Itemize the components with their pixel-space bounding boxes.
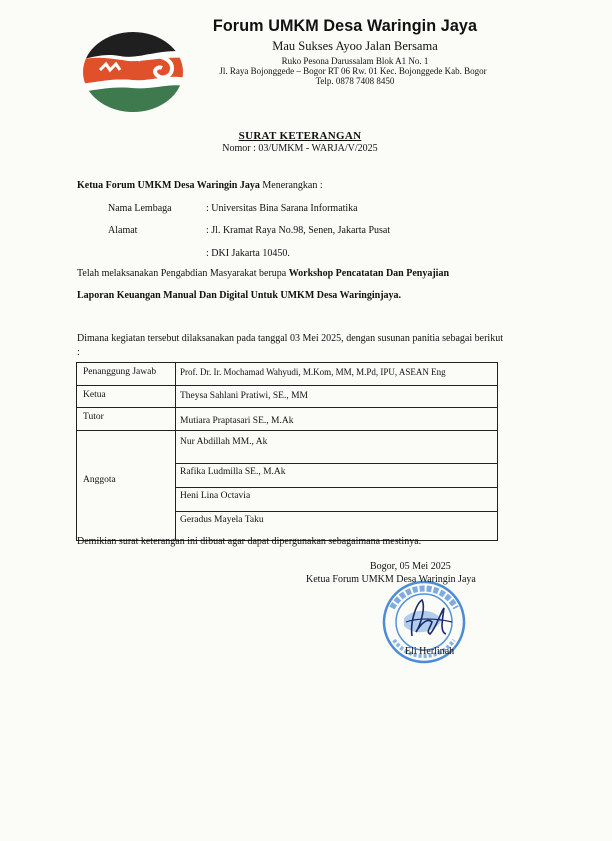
organization-phone: Telp. 0878 7408 8450 — [315, 76, 395, 86]
committee-name-ketua: Theysa Sahlani Pratiwi, SE., MM — [180, 391, 308, 401]
sign-role: Ketua Forum UMKM Desa Waringin Jaya — [306, 574, 476, 585]
committee-member: Geradus Mayela Taku — [180, 515, 264, 525]
table-row-divider — [175, 463, 497, 464]
table-row-divider — [175, 487, 497, 488]
activity-line-1 — [77, 268, 449, 279]
committee-table — [76, 362, 498, 541]
sign-place-date: Bogor, 05 Mei 2025 — [370, 561, 451, 572]
committee-intro: Dimana kegiatan tersebut dilaksanakan pada tanggal 03 Mei 2025, dengan susunan panitia sebagai berikut : — [77, 333, 503, 358]
table-row-divider — [175, 511, 497, 512]
activity-bold-1: Workshop Pencatatan Dan Penyajian — [288, 268, 450, 279]
organization-name: Forum UMKM Desa Waringin Jaya — [212, 16, 478, 35]
organization-motto: Mau Sukses Ayoo Jalan Bersama — [272, 39, 438, 53]
detail-label-address: Alamat — [108, 225, 138, 236]
committee-role-anggota: Anggota — [83, 475, 116, 485]
opening-rest: Menerangkan : — [259, 180, 323, 191]
activity-plain: Telah melaksanakan Pengabdian Masyarakat berupa — [77, 268, 289, 279]
opening-bold: Ketua Forum UMKM Desa Waringin Jaya — [77, 180, 260, 191]
letter-title: SURAT KETERANGAN — [238, 130, 362, 142]
detail-value-address: : Jl. Kramat Raya No.98, Senen, Jakarta Pusat — [206, 225, 391, 236]
closing-statement: Demikian surat keterangan ini dibuat agar dapat dipergunakan sebagaimana mestinya. — [77, 536, 422, 547]
table-column-divider — [175, 363, 176, 540]
detail-label-institution: Nama Lembaga — [108, 203, 172, 214]
opening-statement — [77, 180, 323, 191]
table-row-divider — [77, 385, 497, 386]
table-row-divider — [77, 407, 497, 408]
committee-name-penanggung-jawab: Prof. Dr. Ir. Mochamad Wahyudi, M.Kom, MM, M.Pd, IPU, ASEAN Eng — [180, 367, 446, 377]
letter-number: Nomor : 03/UMKM - WARJA/V/2025 — [222, 143, 378, 154]
committee-role-ketua: Ketua — [83, 390, 106, 400]
organization-address-line2: Jl. Raya Bojonggede – Bogor RT 06 Rw. 01 Kec. Bojonggede Kab. Bogor — [219, 66, 487, 76]
organization-address-line1: Ruko Pesona Darussalam Blok A1 No. 1 — [281, 56, 429, 66]
committee-member: Rafika Ludmilla SE., M.Ak — [180, 467, 286, 477]
committee-role-penanggung-jawab: Penanggung Jawab — [83, 367, 157, 377]
committee-member: Heni Lina Octavia — [180, 491, 251, 501]
committee-member: Nur Abdillah MM., Ak — [180, 437, 268, 447]
organization-logo — [80, 30, 186, 114]
committee-role-tutor: Tutor — [83, 412, 104, 422]
signer-name: Eli Herlinah — [405, 646, 455, 657]
committee-name-tutor: Mutiara Praptasari SE., M.Ak — [180, 416, 294, 426]
detail-value-institution: : Universitas Bina Sarana Informatika — [206, 203, 358, 214]
detail-value-city: : DKI Jakarta 10450. — [206, 248, 290, 259]
table-row-divider — [77, 430, 497, 431]
activity-line-2: Laporan Keuangan Manual Dan Digital Untuk UMKM Desa Waringinjaya. — [77, 290, 402, 301]
